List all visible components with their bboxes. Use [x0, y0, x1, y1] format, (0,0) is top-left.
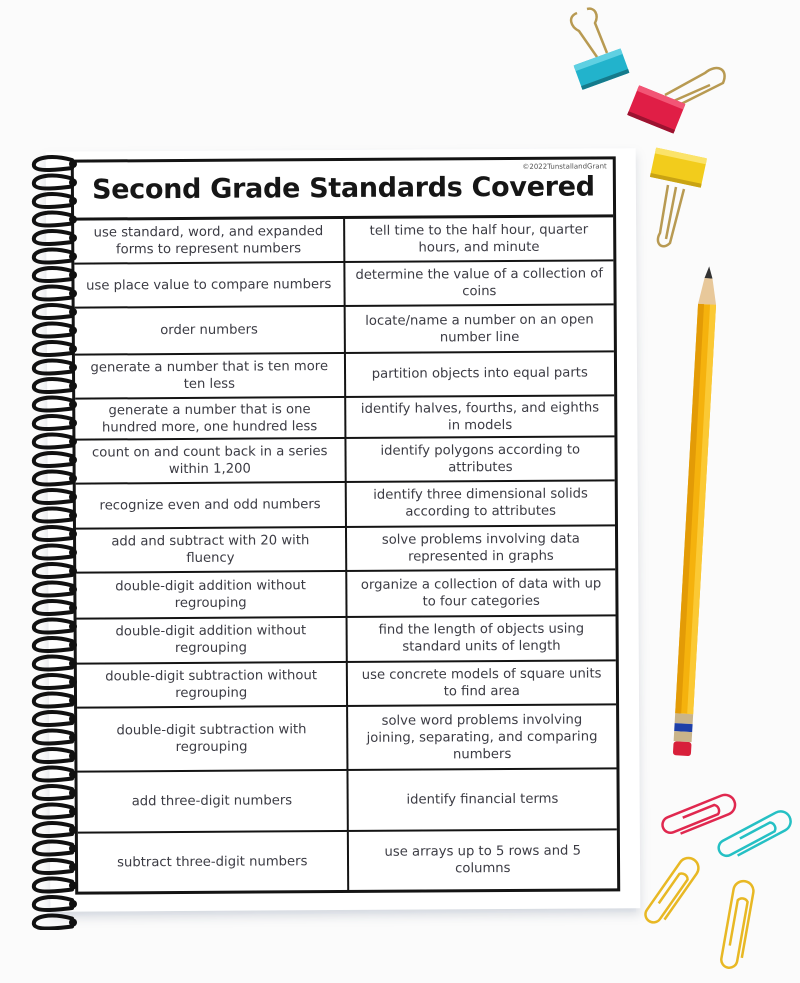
- table-row: [76, 481, 615, 529]
- red-binder-clip-icon: [625, 55, 735, 145]
- table-row: [75, 306, 614, 356]
- standard-cell-left: generate a number that is one hundred more, one hundred less: [75, 398, 346, 439]
- table-row: [76, 526, 615, 574]
- yellow-paper-clip-icon: [715, 872, 765, 972]
- standard-cell-right: locate/name a number on an open number line: [365, 312, 594, 346]
- table-row: [75, 396, 614, 441]
- standard-cell-right: use concrete models of square units to find area: [361, 666, 602, 700]
- table-row: [77, 661, 616, 709]
- standards-chart: [71, 156, 620, 894]
- table-row: [75, 438, 614, 485]
- standard-cell-right: organize a collection of data with up to four categories: [360, 576, 602, 610]
- table-row: [74, 261, 613, 309]
- standard-cell-right: identify three dimensional solids according to attributes: [373, 486, 588, 520]
- yellow-paper-clip-icon: [642, 848, 712, 938]
- standard-cell-left: count on and count back in a series within 1,200: [75, 439, 346, 482]
- standard-cell-right: solve word problems involving joining, separating, and comparing numbers: [366, 712, 598, 762]
- table-row: [77, 616, 616, 664]
- standard-cell-right: use arrays up to 5 rows and 5 columns: [384, 843, 582, 877]
- table-row: [78, 831, 617, 892]
- spiral-binding-icon: [20, 150, 80, 930]
- notebook-page: [46, 148, 641, 912]
- teal-paper-clip-icon: [710, 800, 800, 870]
- standard-cell-left: order numbers: [75, 307, 346, 353]
- page-title: Second Grade Standards Covered: [91, 171, 595, 206]
- standard-cell-left: use standard, word, and expanded forms to represent numbers: [74, 219, 345, 262]
- standard-cell-left: double-digit subtraction with regrouping: [77, 707, 348, 770]
- table-row: [77, 769, 616, 834]
- yellow-binder-clip-icon: [640, 145, 720, 255]
- standard-cell-right: tell time to the half hour, quarter hours, and minute: [369, 222, 589, 256]
- standard-cell-right: determine the value of a collection of coins: [355, 266, 604, 300]
- standard-cell-right: identify polygons according to attributes: [380, 442, 581, 476]
- standard-cell-left: double-digit addition without regrouping: [77, 618, 348, 662]
- table-row: [76, 571, 615, 620]
- standard-cell-left: generate a number that is ten more ten less: [75, 354, 346, 397]
- standard-cell-right: find the length of objects using standard units of length: [378, 621, 585, 655]
- yellow-pencil-icon: [660, 262, 730, 777]
- standard-cell-left: recognize even and odd numbers: [76, 483, 347, 527]
- standard-cell-right: identify halves, fourths, and eighths in models: [360, 399, 600, 433]
- standard-cell-left: subtract three-digit numbers: [78, 832, 349, 891]
- standard-cell-right: solve problems involving data represented in graphs: [381, 531, 580, 565]
- copyright-text: ©2022TunstallandGrant: [522, 162, 607, 171]
- standard-cell-left: double-digit subtraction without regrouping: [77, 663, 348, 707]
- table-row: [77, 706, 616, 773]
- table-row: [75, 352, 614, 399]
- standard-cell-right: identify financial terms: [406, 791, 559, 808]
- standard-cell-left: add three-digit numbers: [77, 771, 348, 832]
- standards-table: [74, 214, 617, 891]
- standard-cell-right: partition objects into equal parts: [371, 365, 588, 383]
- standard-cell-left: use place value to compare numbers: [74, 263, 345, 307]
- table-row: [74, 217, 613, 264]
- standard-cell-left: double-digit addition without regrouping: [76, 572, 347, 617]
- standard-cell-left: add and subtract with 20 with fluency: [76, 528, 347, 572]
